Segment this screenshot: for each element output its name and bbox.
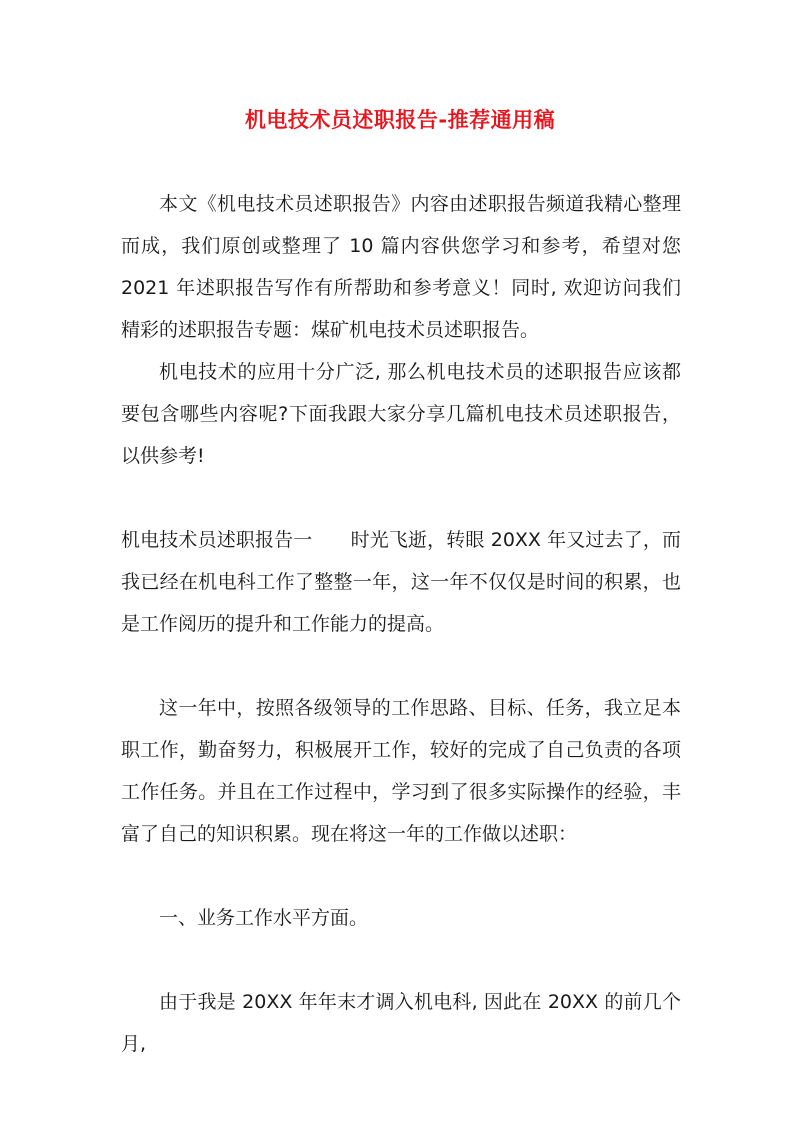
last-paragraph: 由于我是 20XX 年年末才调入机电科, 因此在 20XX 的前几个月, xyxy=(121,991,681,1055)
second-paragraph: 机电技术的应用十分广泛, 那么机电技术员的述职报告应该都要包含哪些内容呢?下面我跟大家分享几篇机电技术员述职报告，以供参考! xyxy=(121,361,681,467)
section-paragraph: 时光飞逝，转眼 20XX 年又过去了，而我已经在机电科工作了整整一年，这一年不仅仅是时间的积累，也是工作阅历的提升和工作能力的提高。 xyxy=(121,529,681,635)
work-paragraph: 这一年中，按照各级领导的工作思路、目标、任务，我立足本职工作，勤奋努力，积极展开工作，较好的完成了自己负责的各项工作任务。并且在工作过程中，学习到了很多实际操作的经验，丰富了自己的知识积累。现在将这一年的工作做以述职： xyxy=(121,697,681,845)
document-title: 机电技术员述职报告-推荐通用稿 xyxy=(244,108,556,132)
section-block xyxy=(121,519,681,645)
section-heading: 机电技术员述职报告一 xyxy=(121,529,313,551)
intro-paragraph: 本文《机电技术员述职报告》内容由述职报告频道我精心整理而成，我们原创或整理了 10 篇内容供您学习和参考，希望对您 2021 年述职报告写作有所帮助和参考意义！同时, 欢迎访问我们精彩的述职报告专题：煤矿机电技术员述职报告。 xyxy=(121,193,681,341)
subheading: 一、业务工作水平方面。 xyxy=(159,907,369,929)
